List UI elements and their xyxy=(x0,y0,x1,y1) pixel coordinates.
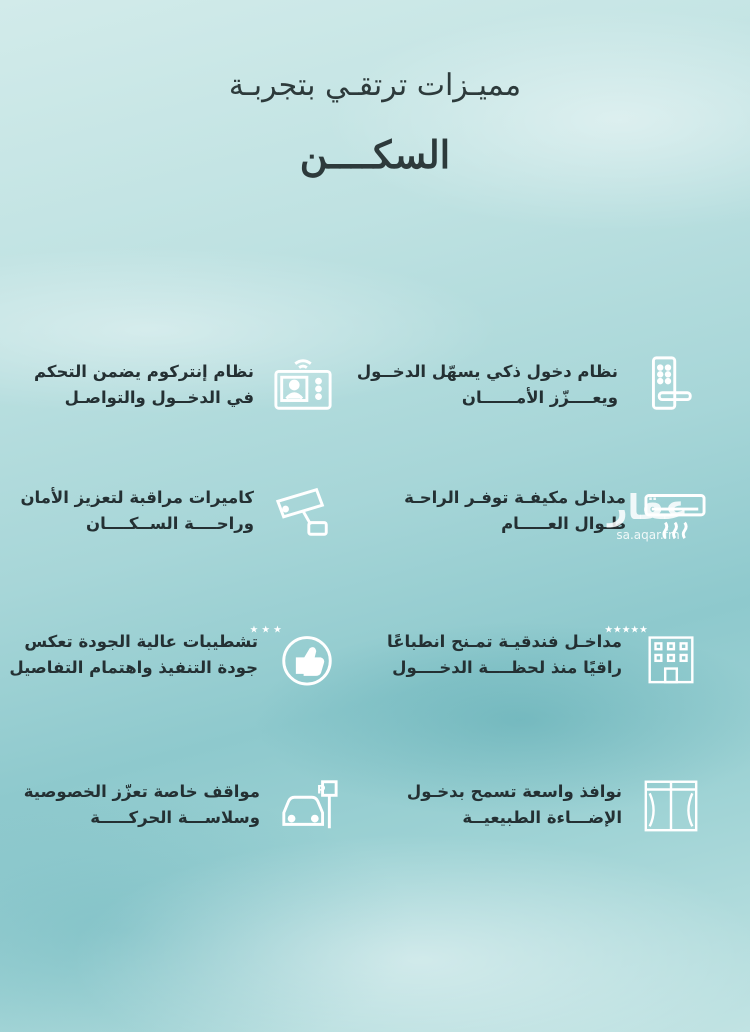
svg-text:★ ★ ★: ★ ★ ★ xyxy=(249,624,282,636)
parking-car-icon xyxy=(274,770,344,840)
feature-line: جودة التنفيذ واهتمام التفاصيل xyxy=(9,658,258,677)
intercom-icon xyxy=(268,350,338,420)
headline-line-1: مميـزات ترتقـي بتجربـة xyxy=(228,68,522,103)
feature-intercom xyxy=(34,350,338,420)
watermark-logo: عقار xyxy=(608,488,689,528)
feature-line: مواقف خاصة تعزّز الخصوصية xyxy=(23,782,260,801)
feature-line: نوافذ واسعة تسمح بدخـول xyxy=(406,782,622,801)
feature-high-quality-finishes xyxy=(9,620,342,690)
thumbs-up-quality-icon xyxy=(249,620,342,690)
feature-line: تشطيبات عالية الجودة تعكس xyxy=(24,632,258,651)
feature-line: راقيًا منذ لحظــــة الدخــــول xyxy=(392,658,622,677)
headline-line-2: السكــــن xyxy=(299,132,451,177)
feature-line: وسلاســـة الحركـــــة xyxy=(90,808,260,827)
feature-security-cameras xyxy=(20,476,338,546)
svg-text:P: P xyxy=(316,782,326,797)
feature-windows xyxy=(407,770,706,840)
window-icon xyxy=(636,770,706,840)
security-camera-icon xyxy=(268,476,338,546)
feature-line: مداخـل فندقيـة تمـنح انطباعًا xyxy=(387,632,622,651)
feature-private-parking xyxy=(24,770,344,840)
feature-line: كاميرات مراقبة لتعزيز الأمان xyxy=(20,488,254,507)
watermark xyxy=(608,490,688,542)
feature-line: نظام إنتركوم يضمن التحكم xyxy=(33,362,254,381)
feature-smart-lock xyxy=(357,350,702,420)
hotel-building-icon xyxy=(604,620,706,690)
smart-lock-icon xyxy=(632,350,702,420)
feature-line: في الدخــول والتواصـل xyxy=(64,388,254,407)
feature-line: طـوال العـــــام xyxy=(501,514,626,533)
feature-line: الإضـــاءة الطبيعيــة xyxy=(462,808,622,827)
feature-line: نظام دخول ذكي يسهّل الدخــول xyxy=(356,362,618,381)
feature-line: وراحــــة الســكــــان xyxy=(86,514,254,533)
feature-line: ويعــــزّز الأمــــــان xyxy=(461,388,618,407)
feature-line: مداخل مكيفـة توفـر الراحـة xyxy=(404,488,626,507)
watermark-url: sa.aqar.fm xyxy=(616,528,680,542)
feature-hotel-entrance xyxy=(387,620,706,690)
svg-text:★★★★★: ★★★★★ xyxy=(604,624,648,636)
